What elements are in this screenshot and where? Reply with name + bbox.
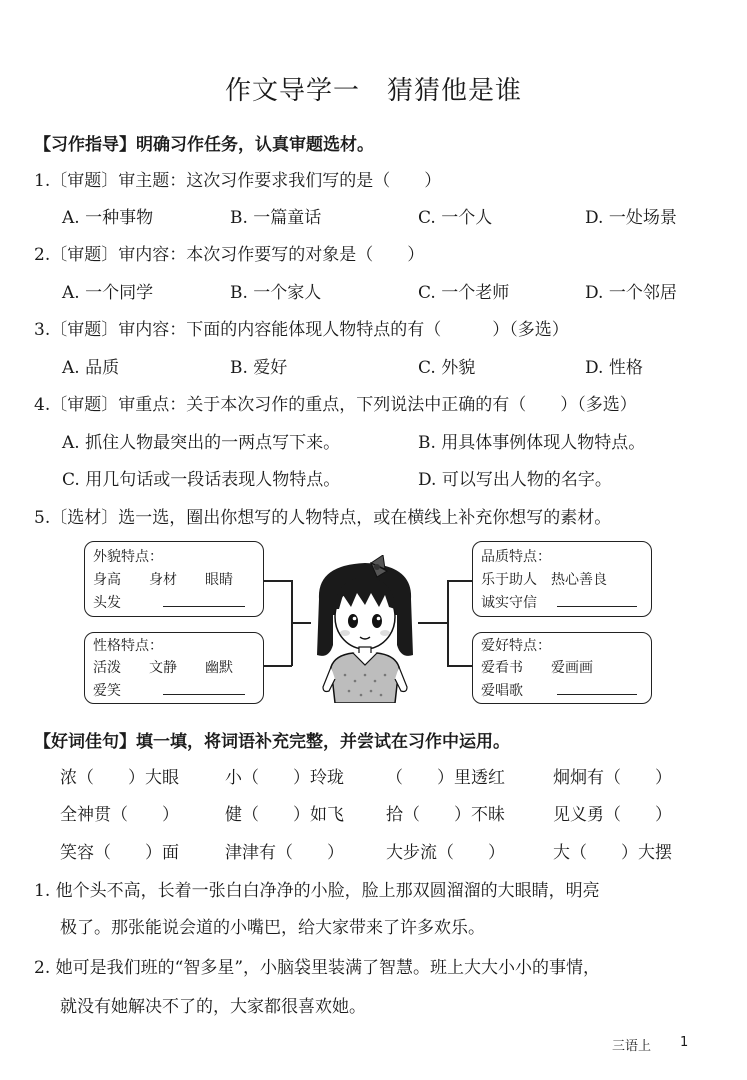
q2-option-c: C. 一个老师 [418,283,510,303]
fill-blank[interactable] [163,606,245,607]
q2-option-d: D. 一个邻居 [585,283,677,303]
box-title: 性格特点： [93,638,163,654]
box-options: 头发 [93,595,121,611]
fill-blank[interactable] [163,694,245,695]
word-item: 全神贯（ ） [60,805,179,825]
word-item: 大步流（ ） [386,843,505,863]
guide-heading: 【习作指导】明确习作任务，认真审题选材。 [34,135,374,155]
question-1: 1.〔审题〕审主题：这次习作要求我们写的是（ ） [34,171,442,191]
page-title: 作文导学一 猜猜他是谁 [224,76,522,106]
words-heading: 【好词佳句】填一填，将词语补充完整，并尝试在习作中运用。 [34,732,510,752]
appearance-box [84,541,264,617]
page-number: 1 [680,1035,689,1050]
box-options: 诚实守信 [481,595,537,611]
word-item: 见义勇（ ） [553,805,672,825]
box-options: 爱看书 爱画画 [481,660,593,676]
footer-label: 三语上 [612,1039,652,1054]
question-4: 4.〔审题〕审重点：关于本次习作的重点，下列说法中正确的有（ ）（多选） [34,395,637,415]
q1-option-a: A. 一种事物 [62,208,154,228]
sentence-2-line-1: 2. 她可是我们班的“智多星”，小脑袋里装满了智慧。班上大大小小的事情， [34,958,601,978]
fill-blank[interactable] [557,606,637,607]
box-title: 品质特点： [481,549,551,565]
sentence-1-line-2: 极了。那张能说会道的小嘴巴，给大家带来了许多欢乐。 [60,918,485,938]
word-item: 笑容（ ）面 [60,843,179,863]
q2-option-a: A. 一个同学 [62,283,154,303]
box-options: 活泼 文静 幽默 [93,660,233,676]
sentence-2-line-2: 就没有她解决不了的，大家都很喜欢她。 [60,997,366,1017]
question-3: 3.〔审题〕审内容：下面的内容能体现人物特点的有（ ）（多选） [34,320,569,340]
q1-option-b: B. 一篇童话 [230,208,322,228]
word-item: 津津有（ ） [225,843,344,863]
character-box [84,632,264,704]
connector-line [447,580,449,666]
q4-option-c: C. 用几句话或一段话表现人物特点。 [62,470,341,490]
q3-option-a: A. 品质 [62,358,120,378]
question-5: 5.〔选材〕选一选，圈出你想写的人物特点，或在横线上补充你想写的素材。 [34,508,612,528]
connector-line [447,665,475,667]
q4-option-d: D. 可以写出人物的名字。 [418,470,612,490]
sentence-1-line-1: 1. 他个头不高，长着一张白白净净的小脸，脸上那双圆溜溜的大眼睛，明亮 [34,881,600,901]
word-item: 浓（ ）大眼 [60,768,179,788]
box-options: 身高 身材 眼睛 [93,572,233,588]
box-options: 爱唱歌 [481,683,523,699]
question-2: 2.〔审题〕审内容：本次习作要写的对象是（ ） [34,245,425,265]
box-options: 爱笑 [93,683,121,699]
connector-line [447,580,475,582]
connector-line [264,665,292,667]
word-item: 拾（ ）不昧 [386,805,505,825]
quality-box [472,541,652,617]
word-item: 健（ ）如飞 [225,805,344,825]
q3-option-b: B. 爱好 [230,358,288,378]
hobby-box [472,632,652,704]
word-item: 大（ ）大摆 [553,843,672,863]
box-options: 乐于助人 热心善良 [481,572,607,588]
word-item: （ ）里透红 [386,768,505,788]
q4-option-a: A. 抓住人物最突出的一两点写下来。 [62,433,341,453]
word-item: 小（ ）玲珑 [225,768,344,788]
box-title: 外貌特点： [93,549,163,565]
word-item: 炯炯有（ ） [553,768,672,788]
girl-illustration [305,555,425,703]
q3-option-c: C. 外貌 [418,358,476,378]
q1-option-c: C. 一个人 [418,208,493,228]
connector-line [262,580,292,582]
q3-option-d: D. 性格 [585,358,643,378]
q2-option-b: B. 一个家人 [230,283,322,303]
q4-option-b: B. 用具体事例体现人物特点。 [418,433,646,453]
q1-option-d: D. 一处场景 [585,208,677,228]
fill-blank[interactable] [557,694,637,695]
box-title: 爱好特点： [481,638,551,654]
